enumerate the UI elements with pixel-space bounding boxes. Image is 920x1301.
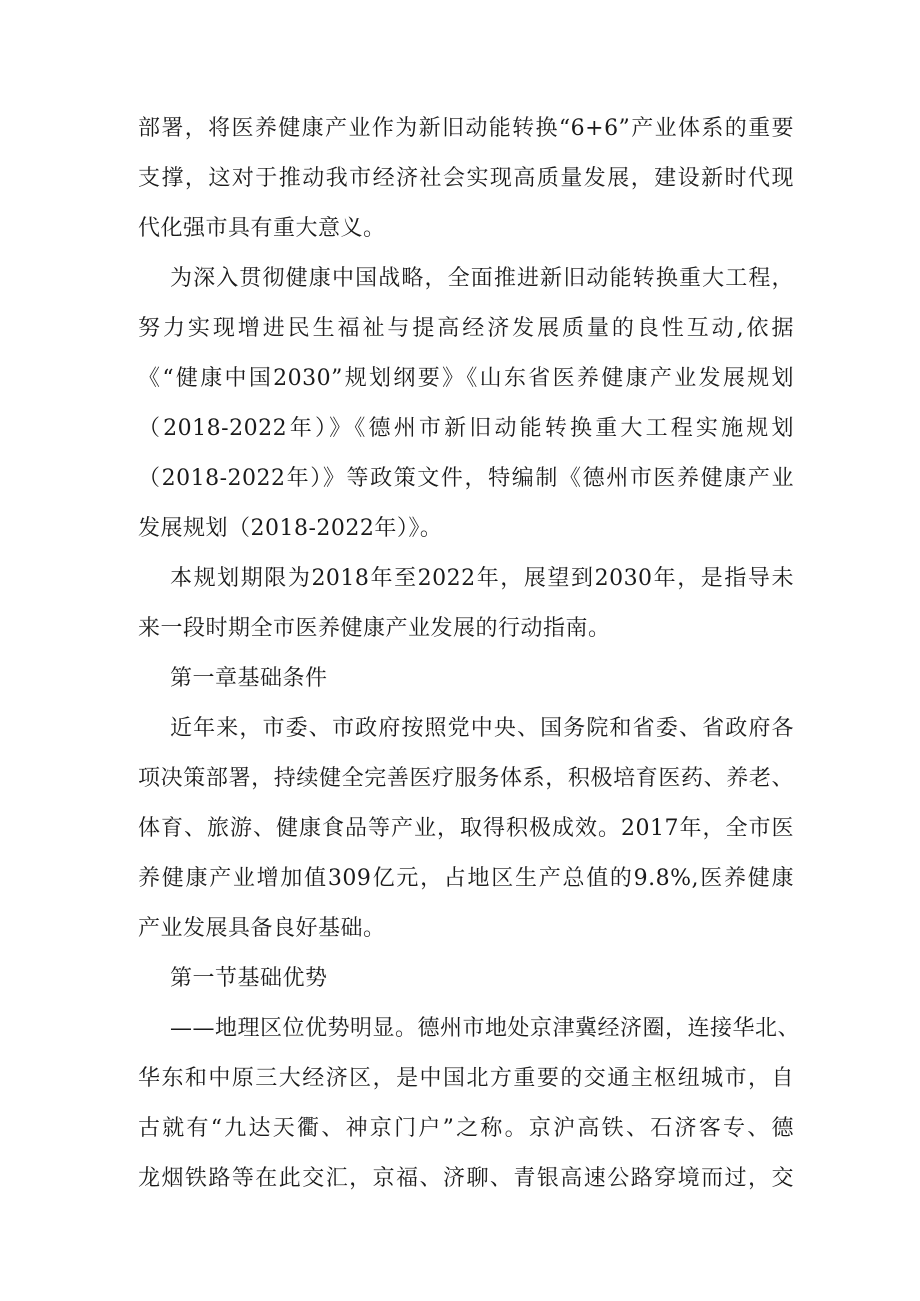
paragraph [138,704,794,954]
text-line: 产业发展具备良好基础。 [138,916,386,941]
text-line: 为深入贯彻健康中国战略，全面推进新旧动能转换重大工程， [170,266,794,291]
text-line: 古就有“九达天衢、神京门户”之称。京沪高铁、石济客专、德 [138,1116,794,1141]
text-line: 努力实现增进民生福祉与提高经济发展质量的良性互动,依据 [138,316,794,341]
text-line: 项决策部署，持续健全完善医疗服务体系，积极培育医药、养老、 [138,766,794,791]
text-line: 部署，将医养健康产业作为新旧动能转换“6+6”产业体系的重要 [138,116,794,141]
chapter-heading [138,654,794,704]
paragraph [138,1004,801,1204]
paragraph [138,254,794,554]
text-line: 龙烟铁路等在此交汇，京福、济聊、青银高速公路穿境而过，交 [138,1166,794,1191]
paragraph [138,554,794,654]
document-body [138,104,801,1204]
text-line: 《“健康中国2030”规划纲要》《山东省医养健康产业发展规划 [138,366,794,391]
text-line: 发展规划（2018-2022年）》。 [138,516,443,541]
heading-text: 第一节基础优势 [170,966,328,991]
text-line: （2018-2022年）》《德州市新旧动能转换重大工程实施规划 [138,416,794,441]
text-line: 本规划期限为2018年至2022年，展望到2030年，是指导未 [170,566,794,591]
text-line: 养健康产业增加值309亿元，占地区生产总值的9.8%,医养健康 [138,866,794,891]
text-line: 支撑，这对于推动我市经济社会实现高质量发展，建设新时代现 [138,166,794,191]
text-line: 近年来，市委、市政府按照党中央、国务院和省委、省政府各 [170,716,794,741]
section-heading [138,954,794,1004]
text-line: 体育、旅游、健康食品等产业，取得积极成效。2017年，全市医 [138,816,794,841]
text-line: ——地理区位优势明显。德州市地处京津冀经济圈，连接华北、 [170,1016,801,1041]
text-line: 来一段时期全市医养健康产业发展的行动指南。 [138,616,611,641]
text-line: 代化强市具有重大意义。 [138,216,386,241]
heading-text: 第一章基础条件 [170,666,328,691]
paragraph-continuation [138,104,794,254]
text-line: 华东和中原三大经济区，是中国北方重要的交通主枢纽城市，自 [138,1066,794,1091]
text-line: （2018-2022年）》等政策文件，特编制《德州市医养健康产业 [138,466,794,491]
